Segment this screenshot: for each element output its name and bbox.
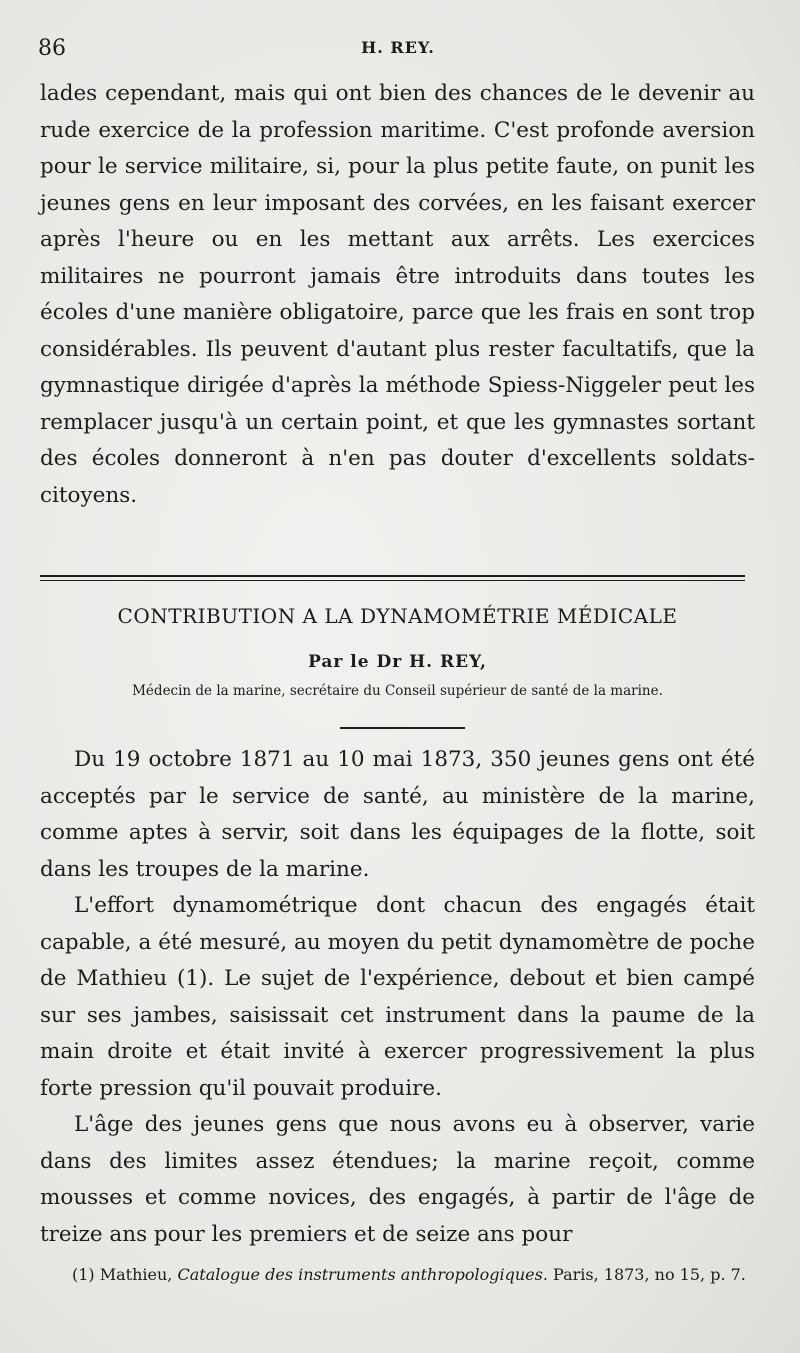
author-affiliation: Médecin de la marine, secrétaire du Conseil supérieur de santé de la marine. <box>132 683 663 699</box>
page-header <box>38 36 758 72</box>
section-divider-thin <box>40 580 745 584</box>
paragraph: L'âge des jeunes gens que nous avons eu à observer, varie dans des limites assez étendues; la marine reçoit, comme mousses et comme novices, des engagés, à partir de l'âge de treize ans pour les premiers et de seize ans pour <box>40 1112 755 1247</box>
paragraph: lades cependant, mais qui ont bien des chances de le devenir au rude exercice de la profession maritime. C'est profonde aversion pour le service militaire, si, pour la plus petite faute, on punit les jeunes gens en leur imposant des corvées, en les faisant exercer après l'heure ou en les mettant aux arrêts. Les exercices militaires ne pourront jamais être introduits dans toutes les écoles d'une manière obligatoire, parce que les frais en sont trop considérables. Ils peuvent d'autant plus rester facultatifs, que la gymnastique dirigée d'après la méthode Spiess-Niggeler peut les remplacer jusqu'à un certain point, et que les gymnastes sortant des écoles donneront à n'en pas douter d'excellents soldats-citoyens. <box>40 81 755 508</box>
title-rule <box>340 727 465 729</box>
footnote-title: Catalogue des instruments anthropologiques. <box>177 1265 548 1284</box>
running-head: H. REY. <box>361 38 435 57</box>
article-body <box>40 742 755 1253</box>
paragraph: Du 19 octobre 1871 au 10 mai 1873, 350 jeunes gens ont été acceptés par le service de santé, au ministère de la marine, comme aptes à servir, soit dans les équipages de la flotte, soit dans les troupes de la marine. <box>40 747 755 882</box>
paragraph: L'effort dynamométrique dont chacun des engagés était capable, a été mesuré, au moyen du petit dynamomètre de poche de Mathieu (1). Le sujet de l'expérience, debout et bien campé sur ses jambes, saisissait cet instrument dans la paume de la main droite et était invité à exercer progressivement la plus forte pression qu'il pouvait produire. <box>40 893 755 1101</box>
footnote-reference: Paris, 1873, no 15, p. 7. <box>553 1265 746 1284</box>
page-number: 86 <box>38 36 66 61</box>
article-byline: Par le Dr H. REY, <box>308 652 487 672</box>
previous-article-text <box>40 76 755 514</box>
footnote <box>44 1262 756 1288</box>
article-title: CONTRIBUTION A LA DYNAMOMÉTRIE MÉDICALE <box>117 604 678 628</box>
footnote-marker: (1) Mathieu, <box>72 1265 173 1284</box>
